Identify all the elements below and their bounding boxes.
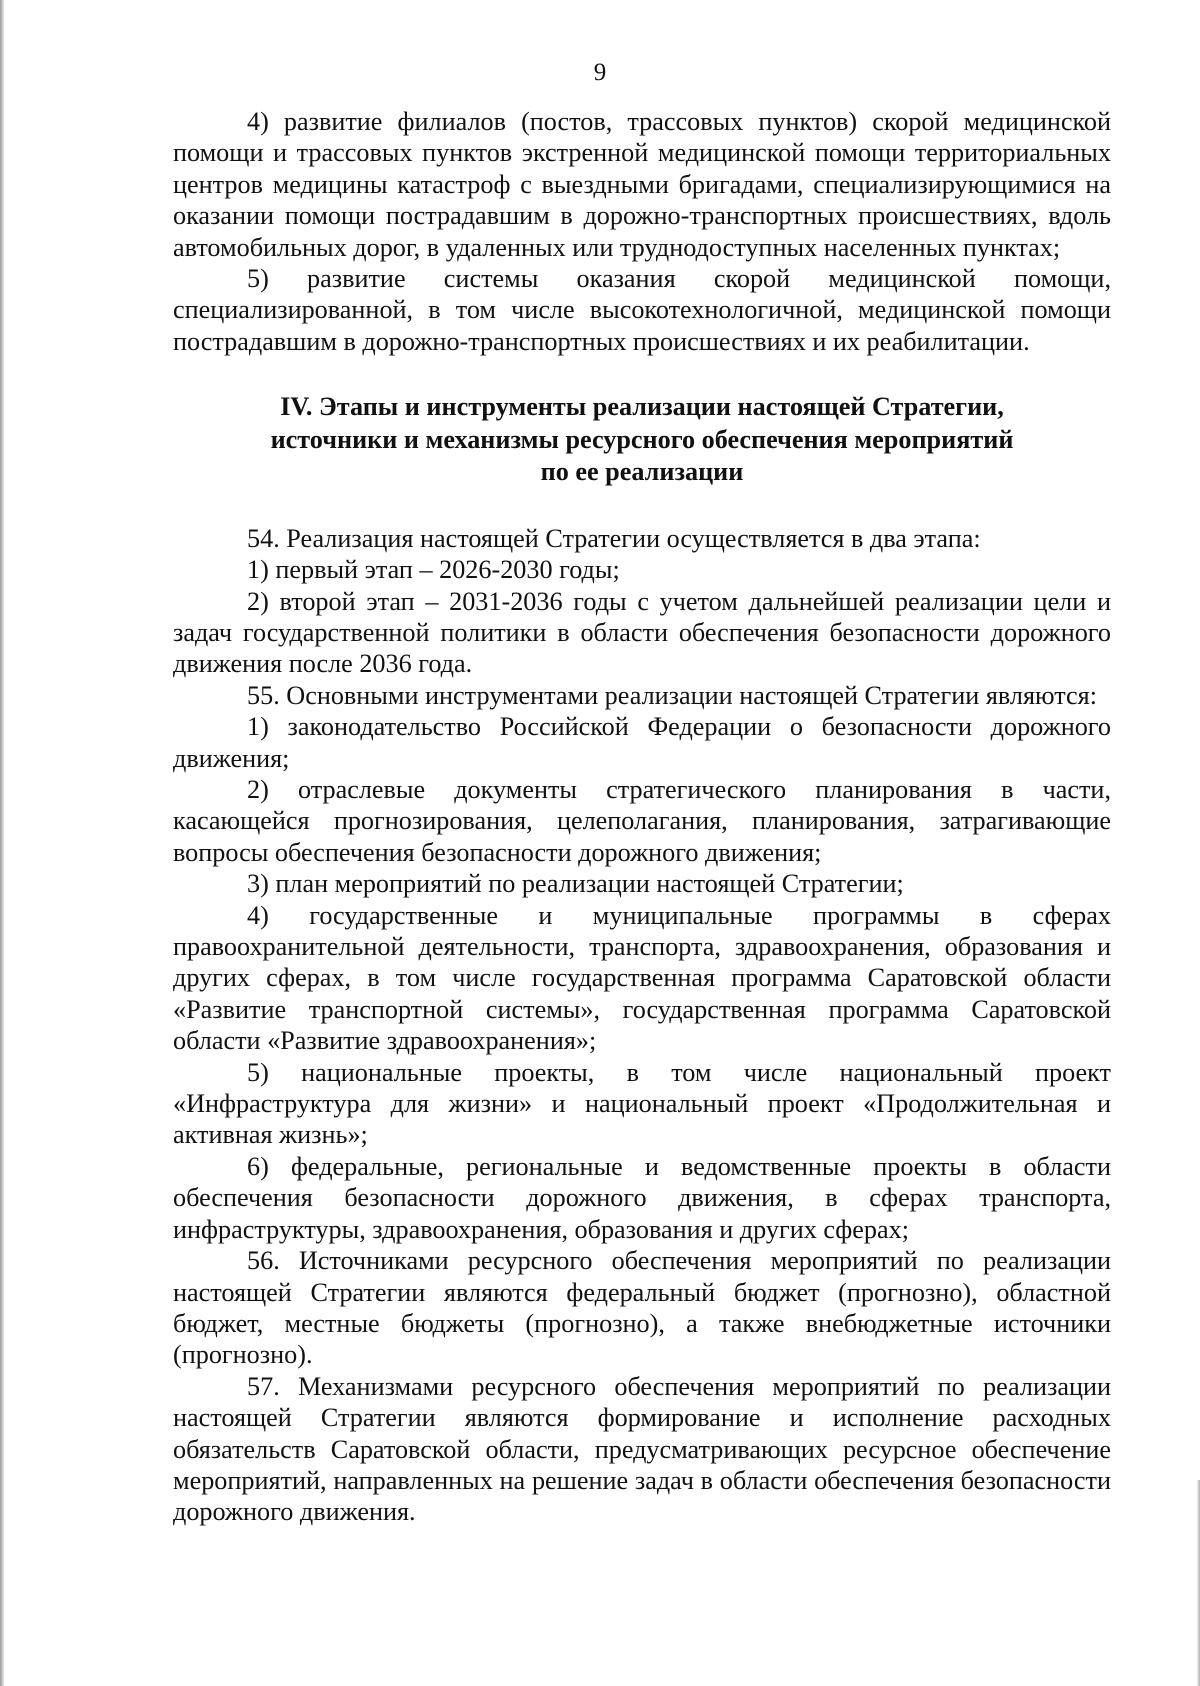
paragraph-54-stage-1: 1) первый этап – 2026-2030 годы; xyxy=(247,555,620,585)
section-heading-line-3: по ее реализации xyxy=(540,457,744,487)
paragraph-55: 55. Основными инструментами реализации настоящей Стратегии являются: xyxy=(247,680,1097,710)
paragraph-56: 56. Источниками ресурсного обеспечения мероприятий по реализации настоящей Стратегии являются федеральный бюджет (прогнозно), областной бюджет, местные бюджеты (прогнозно), а также внебюджетные источники (прогнозно). xyxy=(173,1246,1111,1370)
paragraph-55-item-2: 2) отраслевые документы стратегического планирования в части, касающейся прогнозирования, целеполагания, планирования, затрагивающие вопросы обеспечения безопасности дорожного движения; xyxy=(173,775,1111,867)
paragraph-57: 57. Механизмами ресурсного обеспечения мероприятий по реализации настоящей Стратегии являются формирование и исполнение расходных обязательств Саратовской области, предусматривающих ресурсное обеспечение мероприятий, направленных на решение задач в области обеспечения безопасности дорожного движения. xyxy=(173,1371,1111,1527)
page-number: 9 xyxy=(593,59,607,86)
paragraph-55-item-5: 5) национальные проекты, в том числе национальный проект «Инфраструктура для жизни» и национальный проект «Продолжительная и активная жизнь»; xyxy=(173,1057,1111,1150)
paragraph-54-stage-2: 2) второй этап – 2031-2036 годы с учетом дальнейшей реализации цели и задач государственной политики в области обеспечения безопасности дорожного движения после 2036 года. xyxy=(173,586,1111,679)
paragraph-55-item-1: 1) законодательство Российской Федерации о безопасности дорожного движения; xyxy=(173,712,1111,773)
paragraph-55-item-3: 3) план мероприятий по реализации настоящей Стратегии; xyxy=(247,869,904,899)
scan-edge-left xyxy=(0,0,4,1686)
paragraph-54: 54. Реализация настоящей Стратегии осуществляется в два этапа: xyxy=(247,523,981,553)
section-heading xyxy=(173,391,1111,489)
paragraph-item-4: 4) развитие филиалов (постов, трассовых пунктов) скорой медицинской помощи и трассовых пунктов экстренной медицинской помощи территориальных центров медицины катастроф с выездными бригадами, специализирующимися на оказании помощи пострадавшим в дорожно-транспортных происшествиях, вдоль автомобильных дорог, в удаленных или труднодоступных населенных пунктах; xyxy=(173,107,1111,262)
paragraph-55-item-4: 4) государственные и муниципальные программы в сферах правоохранительной деятельности, транспорта, здравоохранения, образования и других сферах, в том числе государственная программа Саратовской области «Развитие транспортной системы», государственная программа Саратовской области «Развитие здравоохранения»; xyxy=(173,900,1111,1056)
paragraph-55-item-6: 6) федеральные, региональные и ведомственные проекты в области обеспечения безопасности дорожного движения, в сферах транспорта, инфраструктуры, здравоохранения, образования и других сферах; xyxy=(173,1151,1111,1244)
section-heading-line-1: IV. Этапы и инструменты реализации настоящей Стратегии, xyxy=(280,392,1004,422)
document-body xyxy=(173,106,1111,1528)
section-heading-line-2: источники и механизмы ресурсного обеспечения мероприятий xyxy=(270,424,1014,454)
paragraph-item-5: 5) развитие системы оказания скорой медицинской помощи, специализированной, в том числе высокотехнологичной, медицинской помощи пострадавшим в дорожно-транспортных происшествиях и их реабилитации. xyxy=(173,264,1111,356)
